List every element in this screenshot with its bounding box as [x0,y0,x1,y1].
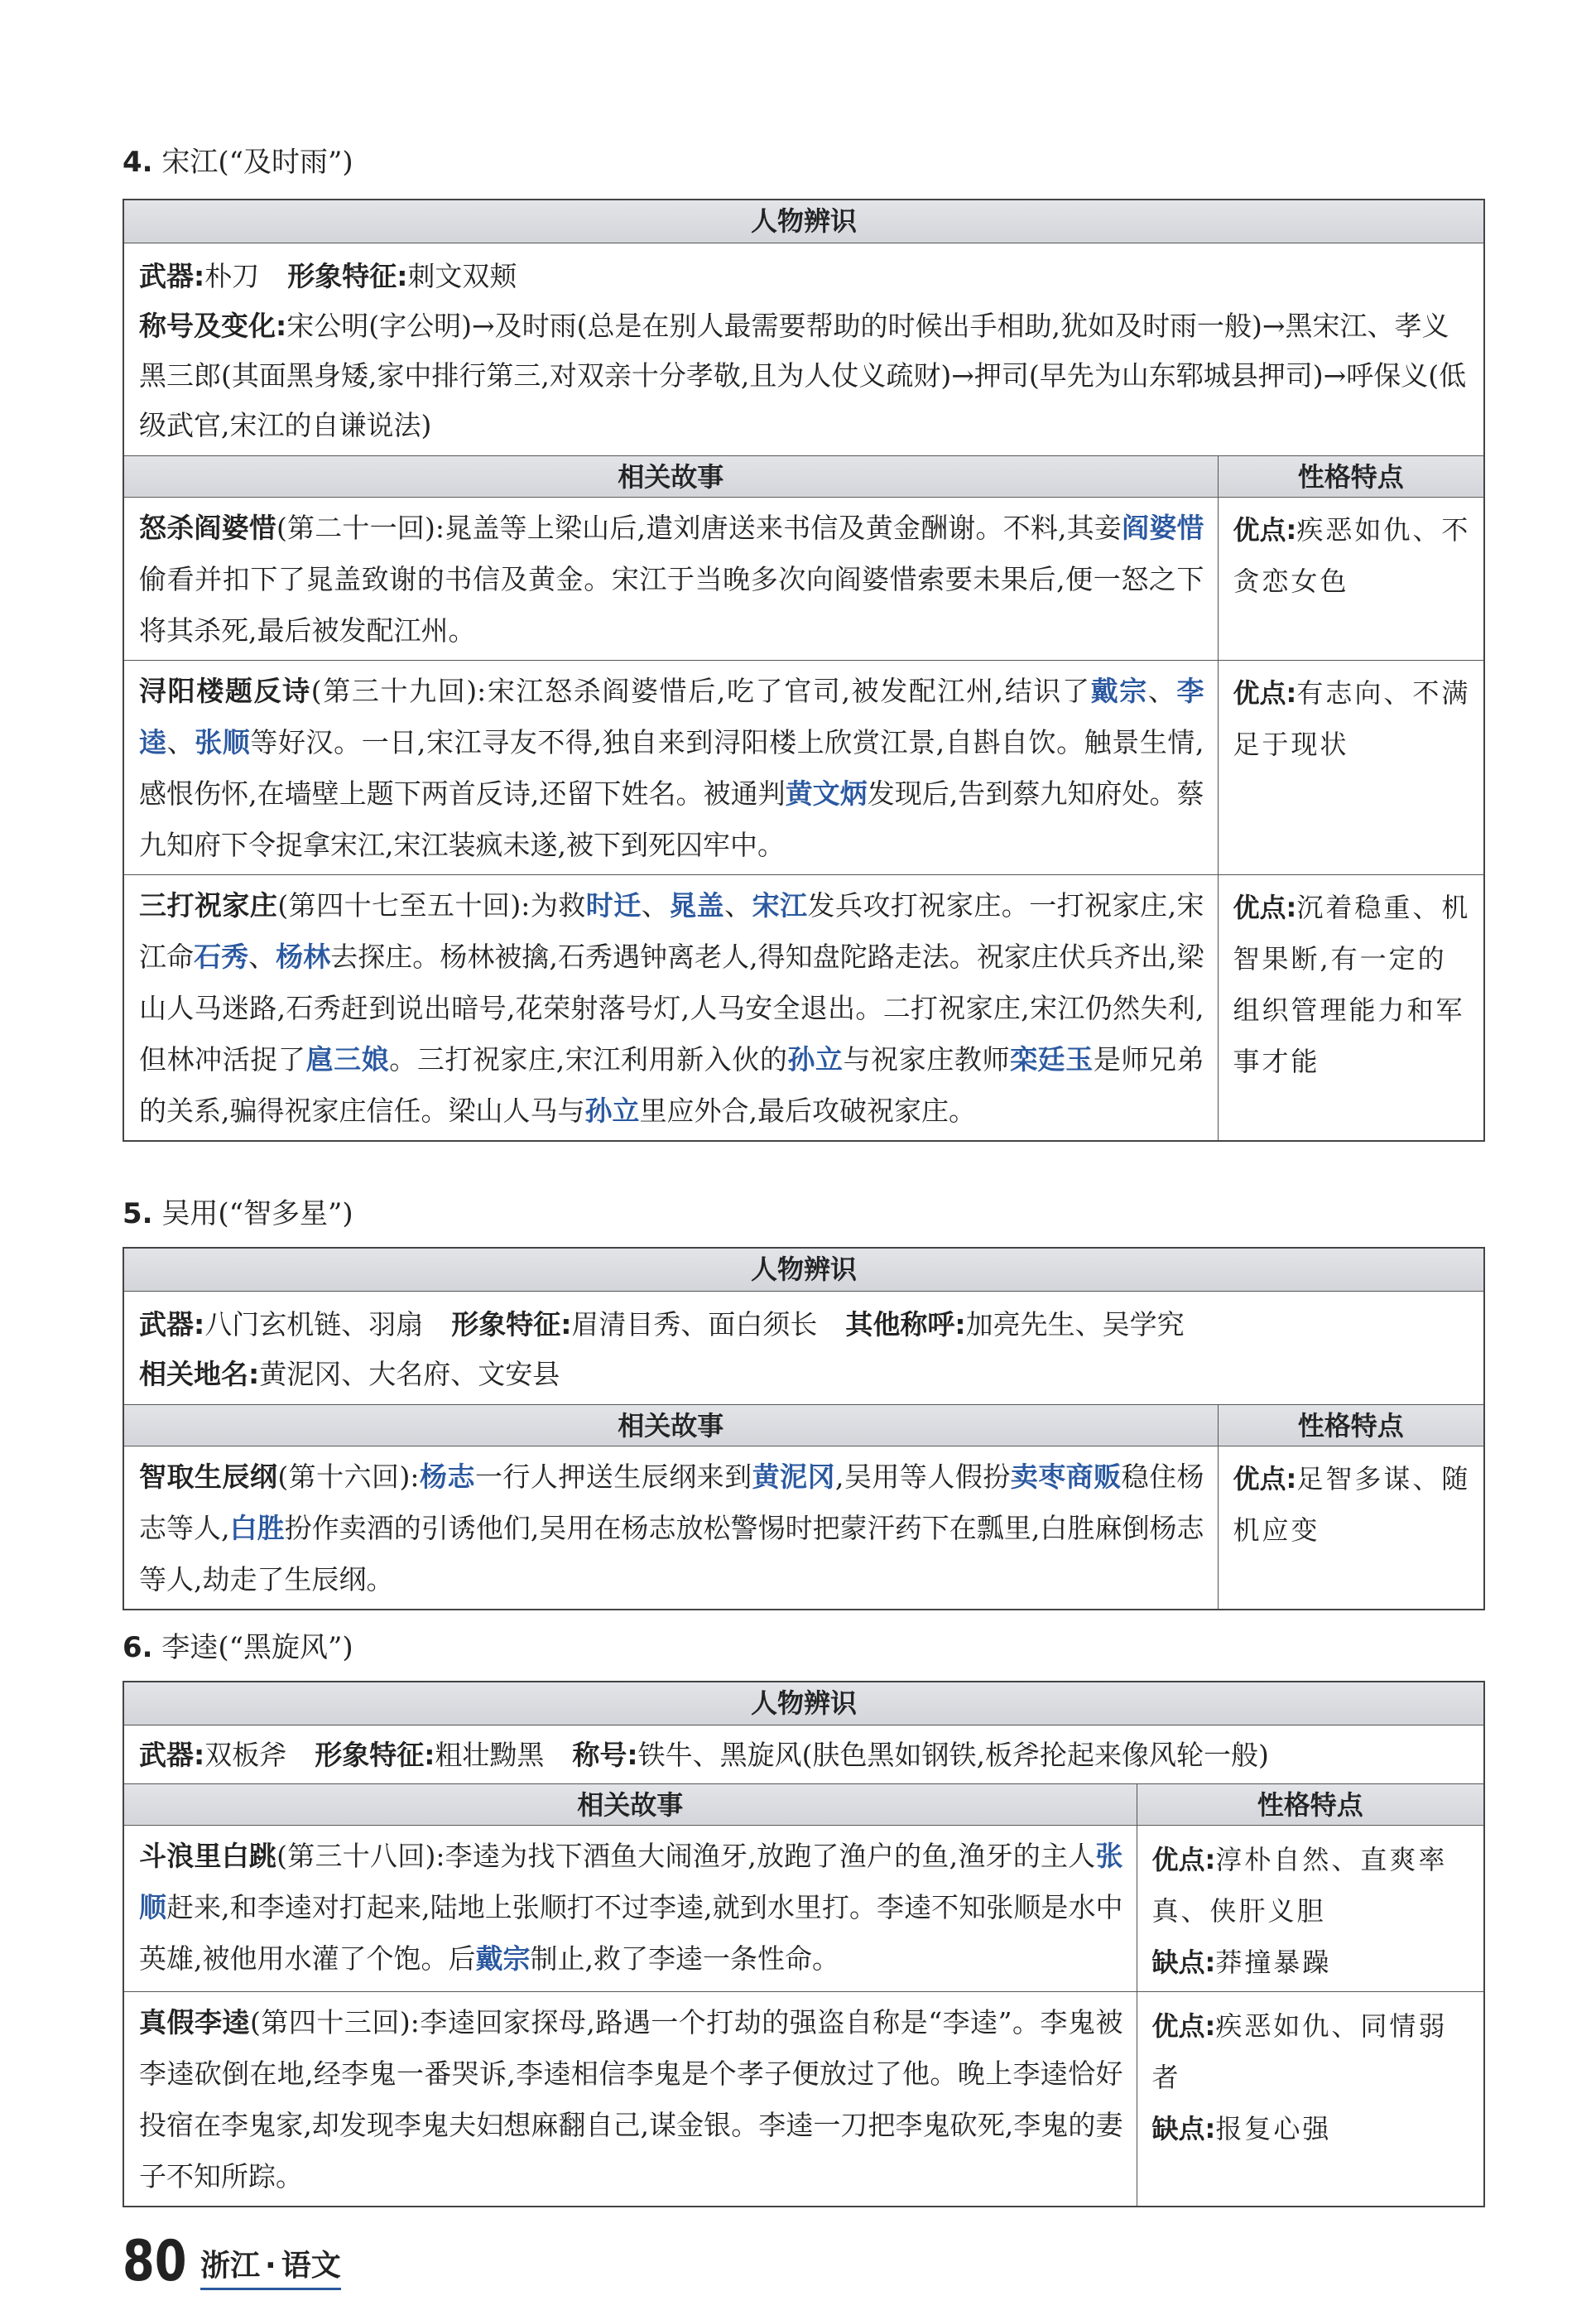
highlight-name: 晁盖 [669,888,725,922]
story-title: 真假李逵 [139,2005,250,2038]
story-title: 浔阳楼题反诗 [139,674,311,707]
highlight-name: 扈三娘 [305,1042,390,1076]
weapon-label: 武器: [139,1738,205,1771]
trait-cell [1218,660,1484,874]
story-title: 三打祝家庄 [139,888,278,922]
image-value: 眉清目秀、面白须长 [571,1307,818,1340]
merit-label: 优点: [1233,676,1297,709]
highlight-name: 杨林 [276,940,331,973]
separator-dot: · [265,2249,276,2283]
weapon-value: 双板斧 [204,1738,287,1771]
section-title-li-kui [123,1624,353,1665]
place-label: 相关地名: [139,1357,260,1390]
highlight-name: 卖枣商贩 [1010,1460,1122,1493]
merit-value: 疾恶如仇、同情弱者 [1151,2009,1448,2093]
story-xun-yang-lou: 浔阳楼题反诗(第三十九回):宋江怒杀阎婆惜后,吃了官司,被发配江州,结识了戴宗、李逵、张顺等好汉。一日,宋江寻友不得,独自来到浔阳楼上欣赏江景,自斟自饮。触景生情,感恨伤怀,在墙壁上题下两首反诗,还留下姓名。被通判黄文炳发现后,告到蔡九知府处。蔡九知府下令捉拿宋江,宋江装疯未遂,被下到死囚牢中。 [123,660,1218,874]
highlight-name: 戴宗 [1090,674,1148,707]
song-jiang-table [123,199,1485,1142]
trait-header: 性格特点 [1137,1783,1484,1825]
highlight-name: 孙立 [787,1042,844,1076]
story-header: 相关故事 [123,1783,1137,1825]
weapon-value: 八门玄机链、羽扇 [204,1307,424,1340]
wu-yong-table [123,1247,1485,1610]
trait-cell [1218,1446,1484,1610]
story-title: 怒杀阎婆惜 [139,511,276,544]
highlight-name: 黄文炳 [785,777,868,810]
nickname-label: 称号: [572,1738,638,1771]
merit-value: 沉着稳重、机智果断,有一定的组织管理能力和军事才能 [1233,891,1471,1077]
story-title: 斗浪里白跳 [139,1839,277,1872]
flaw-value: 莽撞暴躁 [1215,1946,1332,1978]
region-label: 浙江 [200,2249,261,2283]
character-nickname: (“智多星”) [218,1197,353,1230]
alias-value: 加亮先生、吴学究 [965,1307,1185,1340]
trait-cell [1137,1991,1484,2207]
page-number: 80 [123,2229,187,2294]
image-label: 形象特征: [287,259,408,292]
story-zhi-qu-sheng-chen-gang: 智取生辰纲(第十六回):杨志一行人押送生辰纲来到黄泥冈,吴用等人假扮卖枣商贩稳住杨志等人,白胜扮作卖酒的引诱他们,吴用在杨志放松警惕时把蒙汗药下在瓢里,白胜麻倒杨志等人,劫走了生辰纲。 [123,1446,1218,1610]
highlight-name: 栾廷玉 [1010,1042,1094,1076]
story-nu-sha-yan-po-xi: 怒杀阎婆惜(第二十一回):晁盖等上梁山后,遣刘唐送来书信及黄金酬谢。不料,其妾阎婆惜偷看并扣下了晁盖致谢的书信及黄金。宋江于当晚多次向阎婆惜索要未果后,便一怒之下将其杀死,最后被发配江州。 [123,497,1218,660]
image-value: 粗壮黝黑 [435,1738,545,1771]
trait-cell [1218,874,1484,1141]
merit-label: 优点: [1233,891,1297,923]
highlight-name: 张顺 [195,725,251,758]
titles-label: 称号及变化: [139,309,287,342]
merit-label: 优点: [1151,1843,1216,1875]
place-value: 黄泥冈、大名府、文安县 [259,1357,560,1390]
character-nickname: (“及时雨”) [218,146,353,179]
merit-value: 疾恶如仇、不贪恋女色 [1233,513,1471,597]
highlight-name: 黄泥冈 [752,1460,835,1493]
identification-info [123,1725,1484,1783]
character-nickname: (“黑旋风”) [218,1631,353,1664]
story-title: 智取生辰纲 [139,1460,278,1493]
subject-label: 语文 [281,2249,341,2283]
weapon-value: 朴刀 [204,259,260,292]
edition-label [200,2242,341,2290]
weapon-label: 武器: [139,259,205,292]
highlight-name: 宋江 [752,888,808,922]
merit-label: 优点: [1233,513,1297,546]
flaw-value: 报复心强 [1215,2112,1332,2144]
weapon-label: 武器: [139,1307,205,1340]
flaw-label: 缺点: [1151,2112,1216,2144]
highlight-name: 阎婆惜 [1122,511,1204,544]
merit-value: 足智多谋、随机应变 [1233,1462,1471,1546]
story-header: 相关故事 [123,1404,1218,1446]
li-kui-table [123,1681,1485,2207]
character-name: 李逵 [161,1631,219,1664]
flaw-label: 缺点: [1151,1946,1216,1978]
image-label: 形象特征: [451,1307,572,1340]
trait-cell [1137,1825,1484,1991]
merit-value: 淳朴自然、直爽率真、侠肝义胆 [1151,1843,1448,1927]
section-title-wu-yong [123,1191,353,1231]
page-footer [123,2229,341,2294]
titles-value: 宋公明(字公明)→及时雨(总是在别人最需要帮助的时候出手相助,犹如及时雨一般)→黑宋江、孝义黑三郎(其面黑身矮,家中排行第三,对双亲十分孝敬,且为人仗义疏财)→押司(早先为山东郓城县押司)→呼保义(低级武官,宋江的自谦说法) [139,309,1467,441]
image-value: 刺文双颊 [407,259,517,292]
highlight-name: 戴宗 [475,1942,531,1975]
character-name: 宋江 [161,146,219,179]
section-number: 5. [123,1197,153,1230]
identification-header: 人物辨识 [123,1248,1484,1291]
highlight-name: 时迁 [585,888,642,922]
nickname-value: 铁牛、黑旋风(肤色黑如钢铁,板斧抡起来像风轮一般) [637,1738,1269,1771]
image-label: 形象特征: [315,1738,435,1771]
story-zhen-jia-li-kui: 真假李逵(第四十三回):李逵回家探母,路遇一个打劫的强盗自称是“李逵”。李鬼被李逵砍倒在地,经李鬼一番哭诉,李逵相信李鬼是个孝子便放过了他。晚上李逵恰好投宿在李鬼家,却发现李鬼夫妇想麻翻自己,谋金银。李逵一刀把李鬼砍死,李鬼的妻子不知所踪。 [123,1991,1137,2207]
section-number: 4. [123,146,153,179]
identification-info [123,243,1484,455]
highlight-name: 白胜 [229,1511,285,1544]
identification-header: 人物辨识 [123,200,1484,243]
highlight-name: 杨志 [419,1460,475,1493]
trait-header: 性格特点 [1218,1404,1484,1446]
story-dou-lang-li-bai-tiao: 斗浪里白跳(第三十八回):李逵为找下酒鱼大闹渔牙,放跑了渔户的鱼,渔牙的主人张顺赶来,和李逵对打起来,陆地上张顺打不过李逵,就到水里打。李逵不知张顺是水中英雄,被他用水灌了个饱。后戴宗制止,救了李逵一条性命。 [123,1825,1137,1991]
trait-header: 性格特点 [1218,455,1484,497]
section-number: 6. [123,1631,153,1664]
section-title-song-jiang [123,139,353,180]
trait-cell [1218,497,1484,660]
identification-info [123,1291,1484,1404]
story-header: 相关故事 [123,455,1218,497]
highlight-name: 李逵 [139,674,1204,758]
highlight-name: 石秀 [194,940,249,973]
merit-value: 有志向、不满足于现状 [1233,676,1471,760]
merit-label: 优点: [1151,2009,1216,2042]
alias-label: 其他称呼: [845,1307,966,1340]
merit-label: 优点: [1233,1462,1297,1494]
highlight-name: 张顺 [139,1839,1123,1923]
story-san-da-zhu-jia-zhuang: 三打祝家庄(第四十七至五十回):为救时迁、晁盖、宋江发兵攻打祝家庄。一打祝家庄,宋江命石秀、杨林去探庄。杨林被擒,石秀遇钟离老人,得知盘陀路走法。祝家庄伏兵齐出,梁山人马迷路,石秀赶到说出暗号,花荣射落号灯,人马安全退出。二打祝家庄,宋江仍然失利,但林冲活捉了扈三娘。三打祝家庄,宋江利用新入伙的孙立与祝家庄教师栾廷玉是师兄弟的关系,骗得祝家庄信任。梁山人马与孙立里应外合,最后攻破祝家庄。 [123,874,1218,1141]
highlight-name: 孙立 [584,1094,640,1127]
identification-header: 人物辨识 [123,1682,1484,1725]
character-name: 吴用 [161,1197,219,1230]
